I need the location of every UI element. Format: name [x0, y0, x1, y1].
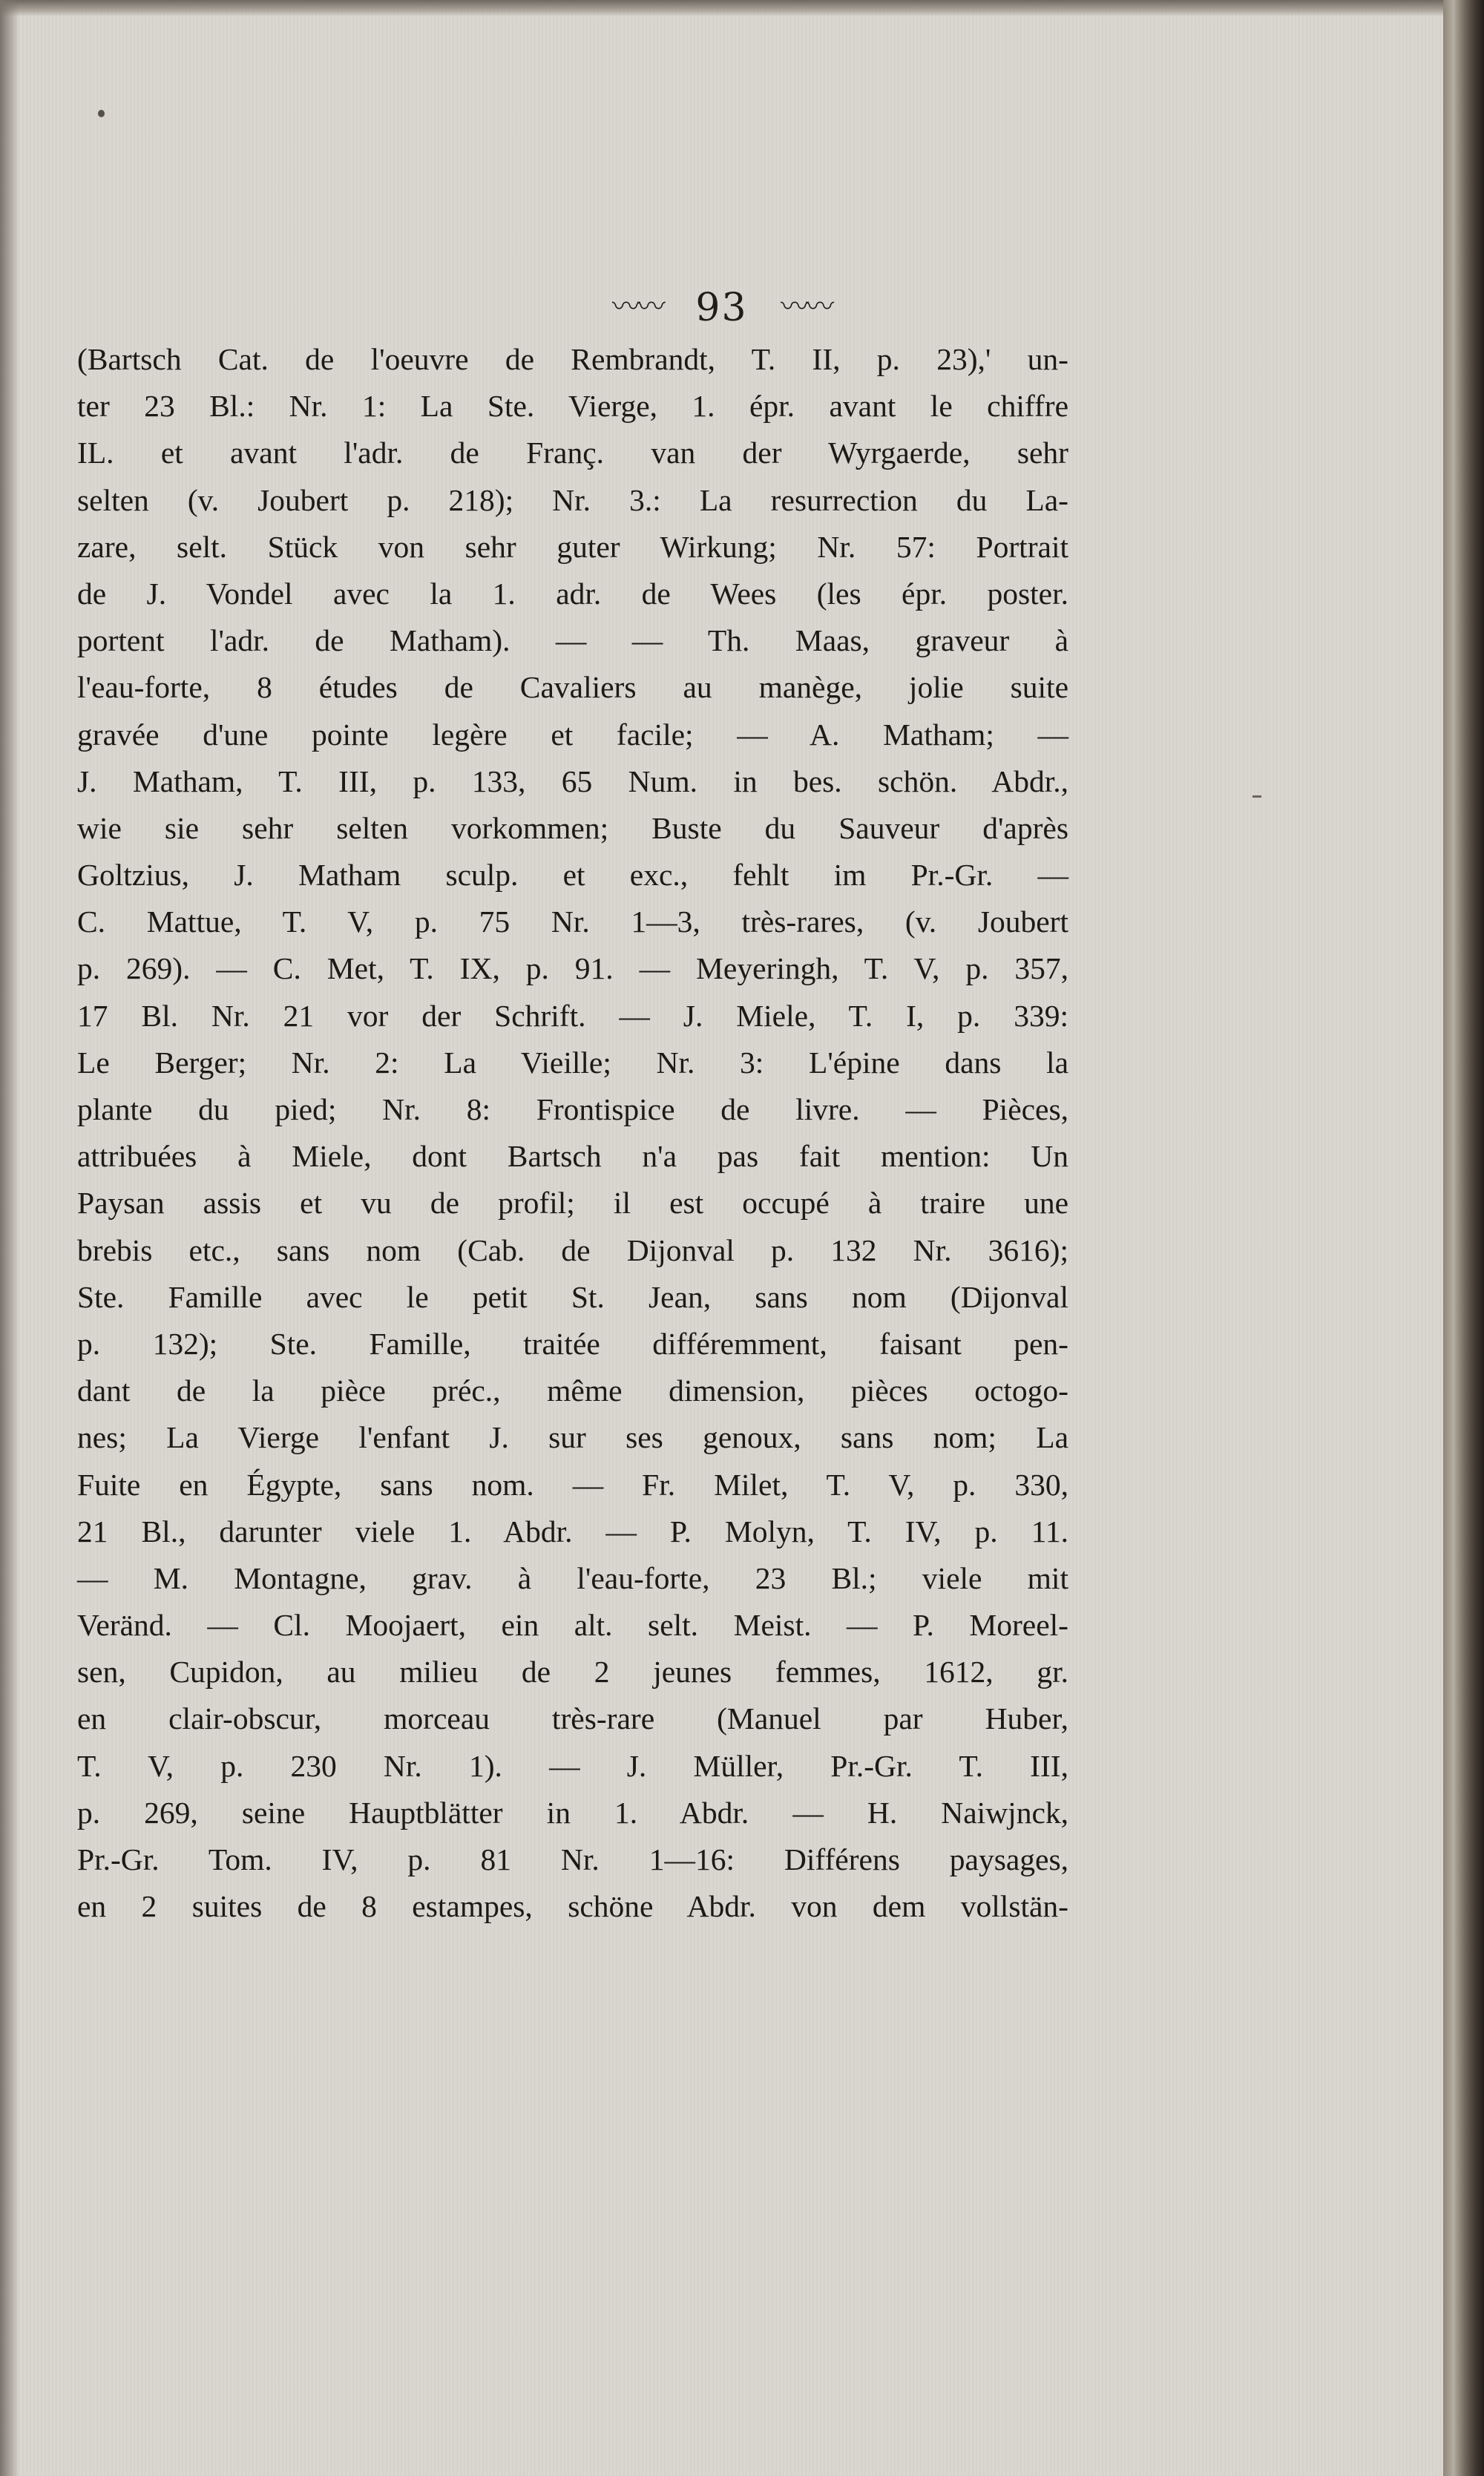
text-line: Goltzius, J. Matham sculp. et exc., fehlt im Pr.-Gr. —	[77, 858, 1068, 893]
text-line: Pr.-Gr. Tom. IV, p. 81 Nr. 1—16: Différens paysages,	[77, 1842, 1068, 1876]
text-line: IL. et avant l'adr. de Franç. van der Wyrgaerde, sehr	[77, 436, 1068, 470]
text-line: sen, Cupidon, au milieu de 2 jeunes femmes, 1612, gr.	[77, 1655, 1068, 1689]
ink-speck	[98, 110, 105, 117]
page-top-shadow	[0, 0, 1443, 16]
ink-mark	[1252, 795, 1261, 798]
text-line: C. Mattue, T. V, p. 75 Nr. 1—3, très-rares, (v. Joubert	[77, 904, 1068, 939]
text-line: ter 23 Bl.: Nr. 1: La Ste. Vierge, 1. épr. avant le chiffre	[77, 389, 1068, 424]
text-line: portent l'adr. de Matham). — — Th. Maas, graveur à	[77, 623, 1068, 658]
text-line: nes; La Vierge l'enfant J. sur ses genoux, sans nom; La	[77, 1420, 1068, 1455]
text-line: p. 269). — C. Met, T. IX, p. 91. — Meyeringh, T. V, p. 357,	[77, 951, 1068, 986]
text-line: brebis etc., sans nom (Cab. de Dijonval p. 132 Nr. 3616);	[77, 1232, 1068, 1267]
page-gutter-shadow	[0, 0, 19, 2476]
text-line: gravée d'une pointe legère et facile; — A. Matham; —	[77, 717, 1068, 752]
text-line: Fuite en Égypte, sans nom. — Fr. Milet, T. V, p. 330,	[77, 1467, 1068, 1502]
text-line: Veränd. — Cl. Moojaert, ein alt. selt. Meist. — P. Moreel-	[77, 1608, 1068, 1643]
text-line: J. Matham, T. III, p. 133, 65 Num. in bes. schön. Abdr.,	[77, 764, 1068, 798]
text-line: selten (v. Joubert p. 218); Nr. 3.: La resurrection du La-	[77, 482, 1068, 517]
text-line: — M. Montagne, grav. à l'eau-forte, 23 Bl.; viele mit	[77, 1560, 1068, 1595]
page-number: 93	[695, 286, 748, 330]
book-page-edge	[1443, 0, 1484, 2476]
text-line: (Bartsch Cat. de l'oeuvre de Rembrandt, T. II, p. 23),' un-	[77, 342, 1068, 376]
text-line: en clair-obscur, morceau très-rare (Manuel par Huber,	[77, 1701, 1068, 1736]
text-line: Le Berger; Nr. 2: La Vieille; Nr. 3: L'épine dans la	[77, 1045, 1068, 1080]
text-line: plante du pied; Nr. 8: Frontispice de livre. — Pièces,	[77, 1092, 1068, 1126]
page-header	[0, 283, 1443, 330]
text-line: Paysan assis et vu de profil; il est occupé à traire une	[77, 1186, 1068, 1221]
text-line: wie sie sehr selten vorkommen; Buste du Sauveur d'après	[77, 810, 1068, 845]
text-line: p. 269, seine Hauptblätter in 1. Abdr. — H. Naiwjnck,	[77, 1795, 1068, 1830]
text-line: zare, selt. Stück von sehr guter Wirkung; Nr. 57: Portrait	[77, 529, 1068, 564]
header-ornament-right: 〰〰	[781, 290, 832, 323]
text-line: l'eau-forte, 8 études de Cavaliers au manège, jolie suite	[77, 670, 1068, 705]
text-line: dant de la pièce préc., même dimension, pièces octogo-	[77, 1373, 1068, 1408]
text-line: p. 132); Ste. Famille, traitée différemment, faisant pen-	[77, 1326, 1068, 1361]
text-line: 21 Bl., darunter viele 1. Abdr. — P. Molyn, T. IV, p. 11.	[77, 1514, 1068, 1549]
text-line: Ste. Famille avec le petit St. Jean, sans nom (Dijonval	[77, 1279, 1068, 1314]
header-ornament-left: 〰〰	[611, 290, 663, 323]
text-line: 17 Bl. Nr. 21 vor der Schrift. — J. Miele, T. I, p. 339:	[77, 998, 1068, 1033]
body-text	[77, 336, 1068, 1930]
text-line: en 2 suites de 8 estampes, schöne Abdr. von dem vollstän-	[77, 1889, 1068, 1924]
text-line: T. V, p. 230 Nr. 1). — J. Müller, Pr.-Gr. T. III,	[77, 1748, 1068, 1783]
text-line: de J. Vondel avec la 1. adr. de Wees (les épr. poster.	[77, 576, 1068, 611]
text-line: attribuées à Miele, dont Bartsch n'a pas fait mention: Un	[77, 1139, 1068, 1174]
